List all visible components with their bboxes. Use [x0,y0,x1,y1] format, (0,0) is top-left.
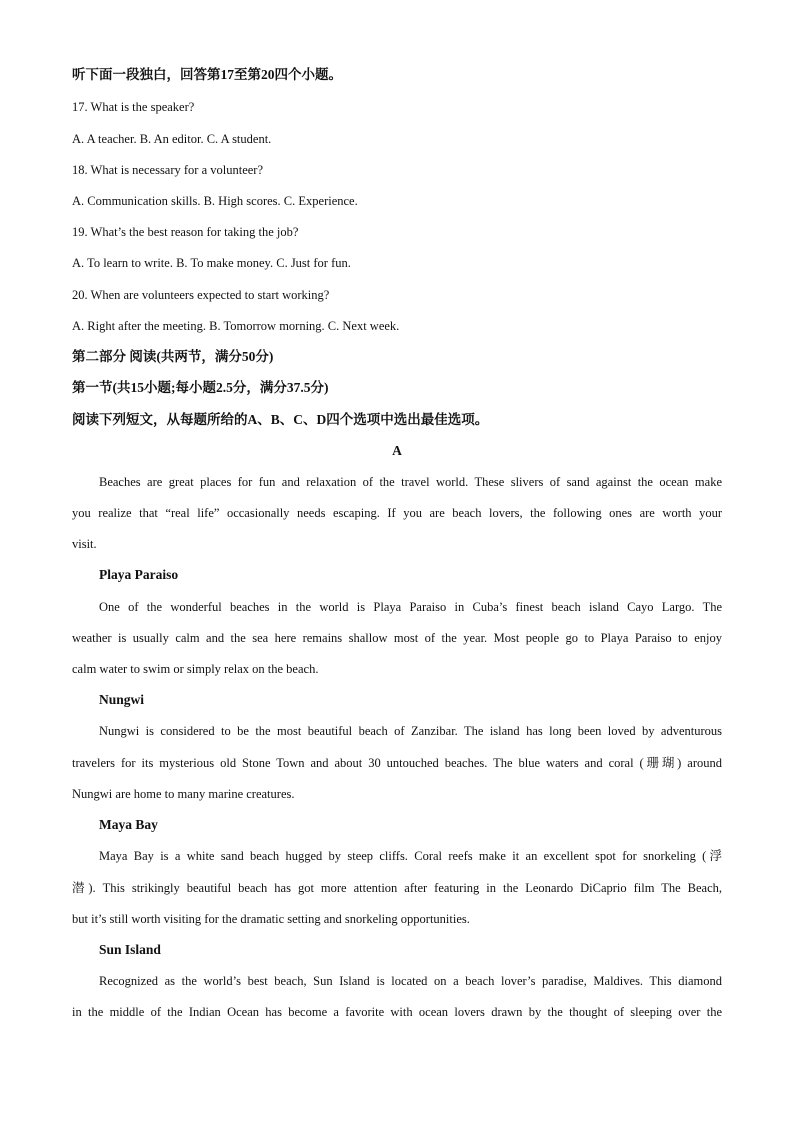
options-19: A. To learn to write. B. To make money. C. Just for fun. [72,256,351,270]
passage-label: A [392,443,402,458]
beach-text-line: travelers for its mysterious old Stone Town and about 30 untouched beaches. The blue waters and coral (珊瑚) around [72,756,722,770]
beach-text-line: One of the wonderful beaches in the world is Playa Paraiso in Cuba’s finest beach island Cayo Largo. The [99,600,722,614]
listening-instruction: 听下面一段独白，回答第17至第20四个小题。 [72,67,342,82]
beach-text-line: Nungwi are home to many marine creatures. [72,787,295,801]
beach-heading: Nungwi [99,692,145,707]
options-18: A. Communication skills. B. High scores. C. Experience. [72,194,358,208]
beach-heading: Sun Island [99,942,161,957]
section-title: 第一节(共15小题;每小题2.5分，满分37.5分) [72,380,329,395]
question-18: 18. What is necessary for a volunteer? [72,163,264,177]
question-17: 17. What is the speaker? [72,100,195,114]
beach-text-line: Maya Bay is a white sand beach hugged by steep cliffs. Coral reefs make it an excellent spot for snorkeling (浮 [99,849,722,863]
intro-line: Beaches are great places for fun and relaxation of the travel world. These slivers of sand against the ocean make [99,475,722,489]
beach-heading: Maya Bay [99,817,158,832]
beach-text-line: in the middle of the Indian Ocean has become a favorite with ocean lovers drawn by the thought of sleeping over the [72,1005,722,1019]
reading-instruction: 阅读下列短文，从每题所给的A、B、C、D四个选项中选出最佳选项。 [72,412,489,427]
beach-text-line: but it’s still worth visiting for the dramatic setting and snorkeling opportunities. [72,912,470,926]
intro-line: visit. [72,537,97,551]
part-title: 第二部分 阅读(共两节，满分50分) [72,349,274,364]
beach-heading: Playa Paraiso [99,567,179,582]
question-20: 20. When are volunteers expected to start working? [72,288,330,302]
beach-text-line: Nungwi is considered to be the most beautiful beach of Zanzibar. The island has long been loved by adventurous [99,724,722,738]
intro-line: you realize that “real life” occasionally needs escaping. If you are beach lovers, the following ones are worth your [72,506,722,520]
beach-text-line: calm water to swim or simply relax on the beach. [72,662,319,676]
beach-text-line: weather is usually calm and the sea here remains shallow most of the year. Most people go to Playa Paraiso to enjoy [72,631,722,645]
options-20: A. Right after the meeting. B. Tomorrow morning. C. Next week. [72,319,400,333]
beach-text-line: 潜). This strikingly beautiful beach has got more attention after featuring in the Leonardo DiCaprio film The Beach, [72,881,722,895]
question-19: 19. What’s the best reason for taking the job? [72,225,299,239]
options-17: A. A teacher. B. An editor. C. A student. [72,132,272,146]
beach-text-line: Recognized as the world’s best beach, Sun Island is located on a beach lover’s paradise, Maldives. This diamond [99,974,722,988]
